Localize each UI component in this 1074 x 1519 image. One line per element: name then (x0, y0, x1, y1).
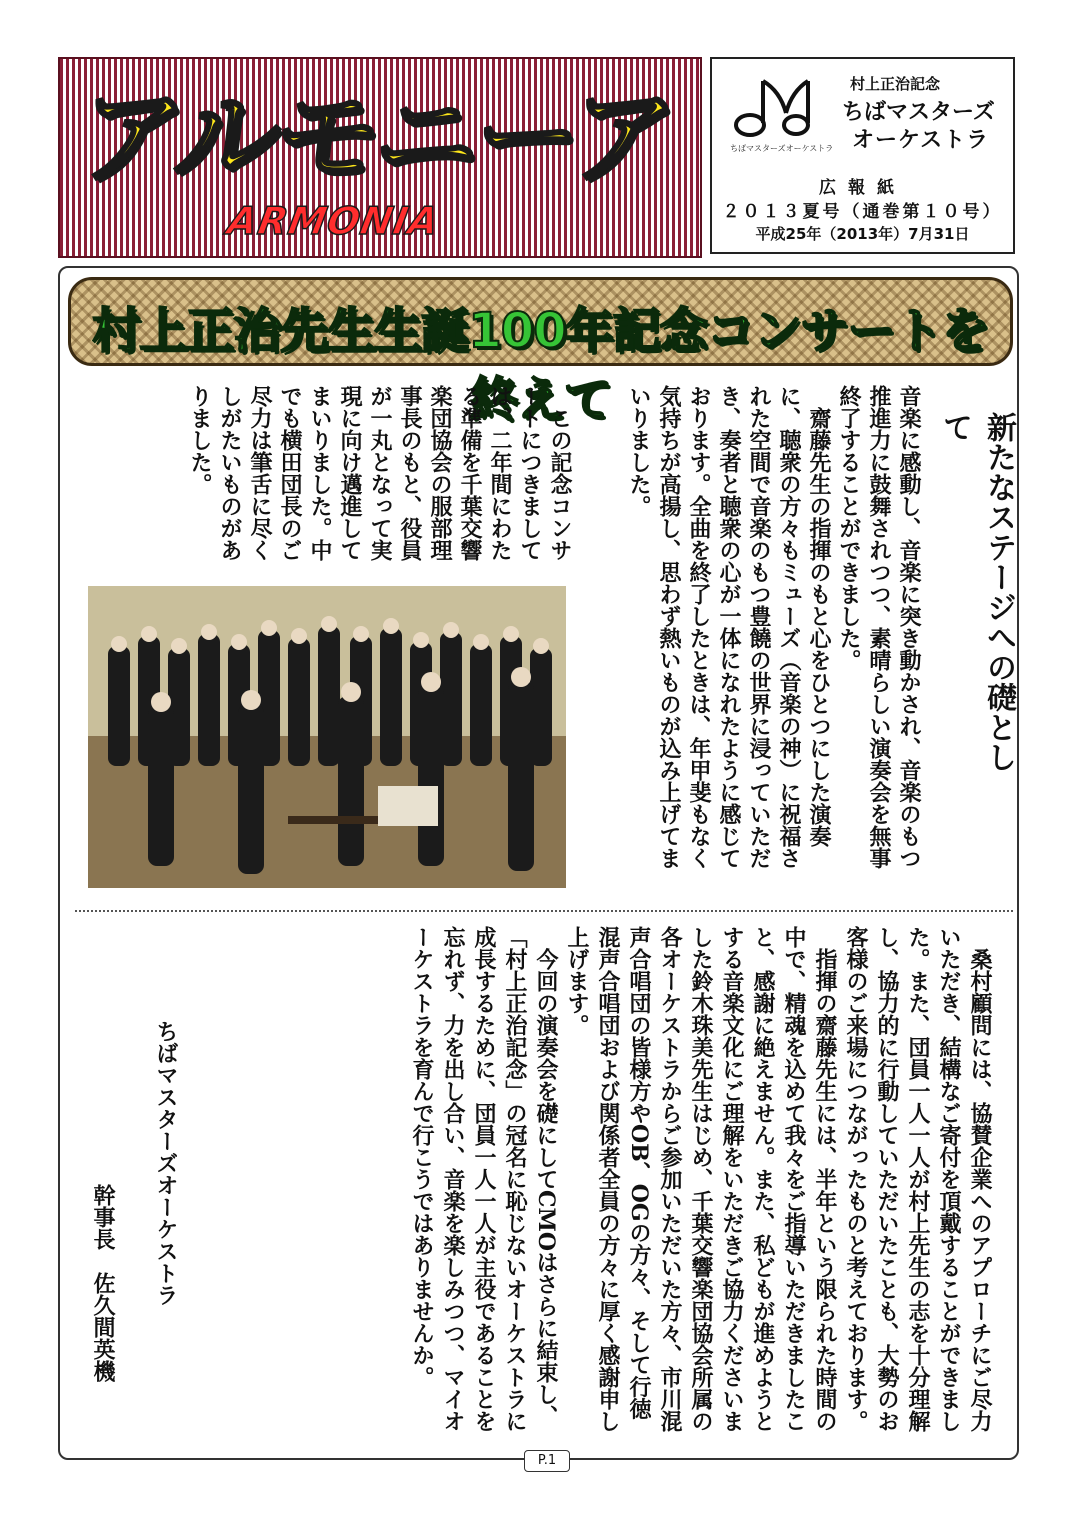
article-body-top: 音楽に感動し、音楽に突き動かされ、音楽のもつ推進力に鼓舞されつつ、素晴らしい演奏会を無事終了することができました。 齋藤先生の指揮のもと心をひとつにした演奏に、聴衆の方々もミューズ（音楽の神）に祝福された空間で音楽のもつ豊饒の世界に浸っていただき、奏者と聴衆の心が一体になれたように感じております。全曲を終了したときは、年甲斐もなく気持ちが高揚し、思わず熱いものが込み上げてまいりました。 (626, 385, 922, 869)
org-name-line2: オーケストラ (852, 128, 990, 153)
org-prefix: 村上正治記念 (850, 75, 941, 93)
issue-number: ２０１３夏号（通巻第１０号） (722, 202, 1003, 222)
orchestra-photo-image (88, 586, 566, 888)
publication-info-box (710, 57, 1015, 254)
publication-type: 広報紙 (819, 178, 906, 198)
orchestra-logo-icon (730, 73, 830, 143)
orchestra-photo (88, 586, 566, 888)
article-body-top-left: この記念コンサートにつきましては、二年間にわたる準備を千葉交響楽団協会の服部理事長のもと、役員が一丸となって実現に向け邁進してまいりました。中でも横田団長のご尽力は筆舌に尽くしがたいものがありました。 (187, 385, 573, 561)
masthead-subtitle: ARMONIA (224, 199, 444, 243)
org-name-line1: ちばマスターズ (842, 100, 995, 125)
signature-name: 幹事長 佐久間英機 (90, 1184, 116, 1382)
headline-text: 村上正治先生生誕100年記念コンサートを終えて (92, 303, 989, 428)
issue-date: 平成25年（2013年）7月31日 (755, 225, 970, 243)
masthead-logo (58, 57, 702, 258)
signature-organization: ちばマスターズオーケストラ (153, 1020, 179, 1306)
article-body-bottom: 桑村顧問には、協賛企業へのアプローチにご尽力いただき、結構なご寄付を頂戴することができました。また、団員一人一人が村上先生の志を十分理解し、協力的に行動していただいたことも、大勢のお客様のご来場につながったものと考えております。 指揮の齋藤先生には、半年という限られた時間の中で、精魂を込めて我々をご指導いただきましたこと、感謝に絶えません。また、私どもが進めようとする音楽文化にご理解をいただきご協力くださいました鈴木珠美先生はじめ、千葉交響楽団協会所属の各オーケストラからご参加いただいた方々、市川混声合唱団の皆様方やOB、OGの方々、そして行徳混声合唱団および関係者全員の方々に厚く感謝申し上げます。 今回の演奏会を礎にしてCMOはさらに結束し、「村上正治記念」の冠名に恥じないオーケストラに成長するために、団員一人一人が主役であることを忘れず、力を出し合い、音楽を楽しみつつ、マイオーケストラを育んで行こうではありませんか。 (409, 926, 993, 1432)
section-divider (75, 910, 1013, 912)
logo-caption: ちばマスターズオーケストラ (730, 144, 834, 153)
headline-banner (68, 277, 1013, 428)
masthead-title: アルモニーア (73, 76, 678, 198)
page-number: P.1 (524, 1450, 570, 1472)
article-heading: 新たなステージへの礎として (937, 412, 1016, 772)
